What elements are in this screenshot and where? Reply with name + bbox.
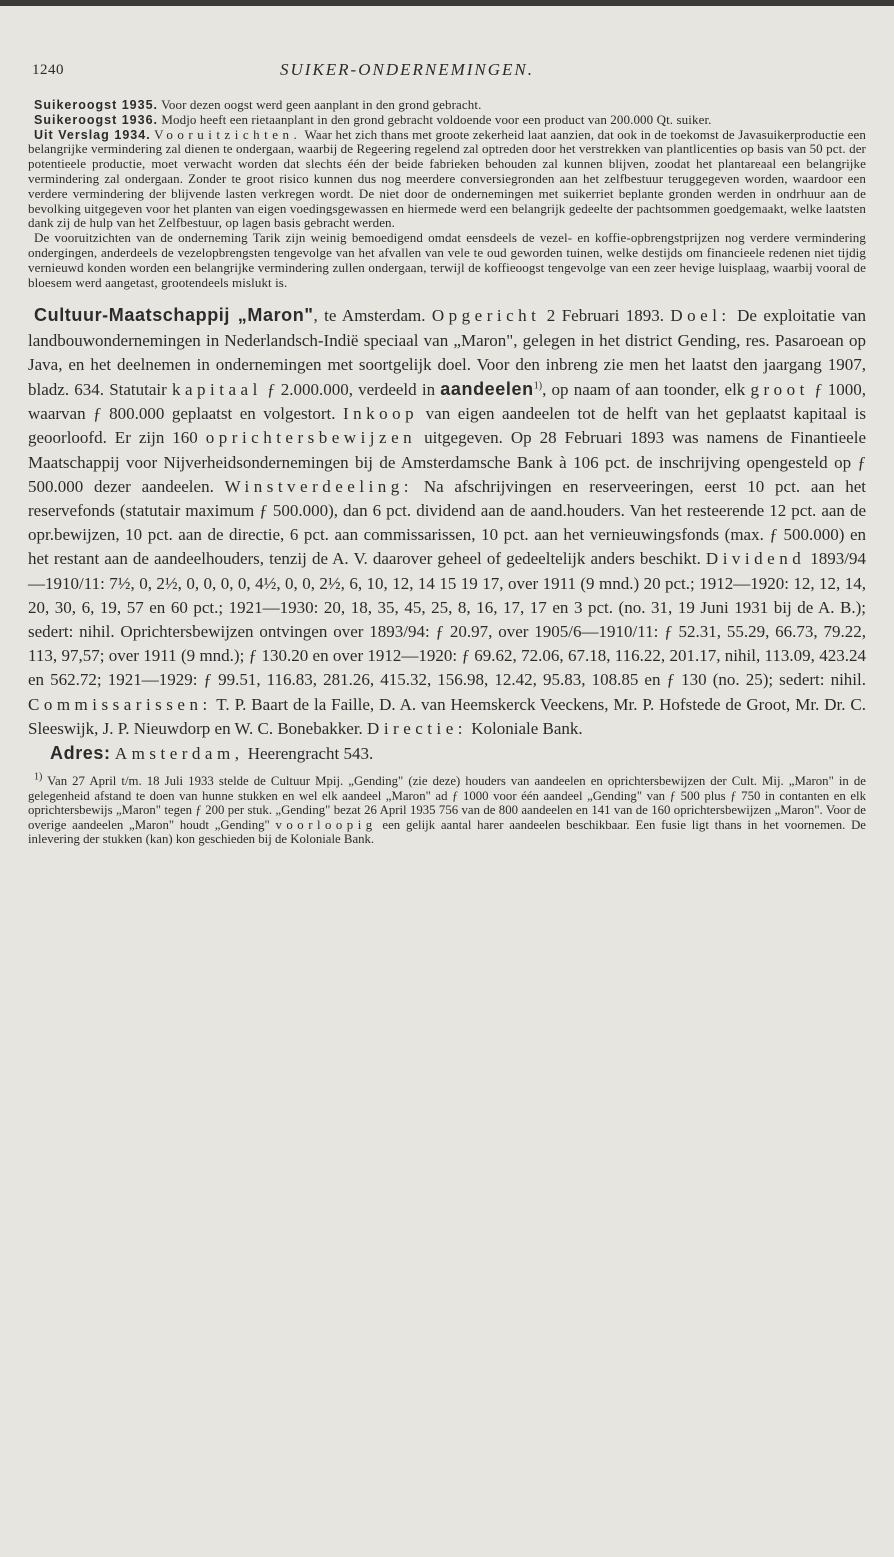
company-location: , te Amsterdam.: [313, 306, 426, 326]
footnote-mark: 1): [34, 771, 43, 783]
paragraph-text: Voor dezen oogst werd geen aanplant in den grond gebracht.: [158, 97, 482, 112]
section-tag: Suikeroogst 1936.: [34, 112, 158, 127]
keyword-dividend: Dividend: [705, 549, 806, 569]
text-doel: De exploitatie van landbouwondernemingen in Nederlandsch-Indië speciaal van „Maron", gelegen in het district Gending, res. Pasaroean op Java, en het deelnemen in ondernemingen met soortgelijk doel. Voor den inbreng zie men het laatst den jaargang 1907, bladz. 634. Statutair: [28, 306, 867, 399]
keyword-commissarissen: Commissarissen:: [28, 694, 212, 714]
text-winstverdeeling: Na afschrijvingen en reserveeringen, eerst 10 pct. aan het reservefonds (statutair maximum ƒ 500.000), dan 6 pct. dividend aan de aand.houders. Van het resteerende 12 pct. aan de opr.bewijzen, 10 pct. aan de directie, 6 pct. aan commissarissen, 10 pct. aan het vernieuwingsfonds (max. ƒ 500.000) en het restant aan de aandeelhouders, tenzij de A. V. daarover geheel of gedeeltelijk anders beschikt.: [28, 476, 867, 569]
footnote-reference: 1): [533, 380, 543, 392]
main-entry: [28, 303, 866, 766]
text-dividend: 1893/94—1910/11: 7½, 0, 2½, 0, 0, 0, 0, 4½, 0, 0, 2½, 6, 10, 12, 14 15 19 17, over 1911 (9 mnd.) 20 pct.; 1912—1920: 12, 12, 14, 20, 30, 6, 19, 57 en 60 pct.; 1921—1930: 20, 18, 35, 45, 25, 8, 16, 17, 17 en 3 pct. (no. 31, 19 Juni 1931 bij de A. B.); sedert: nihil. Oprichtersbewijzen ontvingen over 1893/94: ƒ 20.97, over 1905/6—1910/11: ƒ 52.31, 55.29, 66.73, 79.22, 113, 97,57; over 1911 (9 mnd.); ƒ 130.20 en over 1912—1920: ƒ 69.62, 72.06, 67.18, 116.22, 201.17, nihil, 113.09, 423.24 en 562.72; 1921—1929: ƒ 99.51, 116.83, 281.26, 415.32, 156.98, 12.42, 95.83, 108.85 en ƒ 130 (no. 25); sedert: nihil.: [28, 549, 867, 690]
keyword-inkoop: Inkoop: [343, 404, 419, 424]
keyword-aandeelen: aandeelen: [440, 378, 534, 399]
paragraph-suikeroogst-1936: [28, 113, 866, 128]
section-tag: Uit Verslag 1934.: [34, 127, 151, 142]
keyword-doel: Doel:: [670, 306, 731, 326]
paragraph-text: Modjo heeft een rietaanplant in den grond gebracht voldoende voor een product van 200.000 Qt. suiker.: [158, 111, 712, 127]
keyword-winstverdeeling: Winstverdeeling:: [224, 476, 414, 496]
text-oprichters: uitgegeven. Op 28 Februari 1893 was namens de Finantieele Maatschappij voor Nijverheidsondernemingen bij de Amsterdamsche Bank à 106 pct. de inschrijving opengesteld op ƒ 500.000 dezer aandeelen.: [28, 428, 866, 496]
keyword-opgericht: Opgericht: [431, 306, 541, 326]
address-line: [28, 741, 866, 766]
running-title: SUIKER-ONDERNEMINGEN.: [280, 60, 535, 79]
paragraph-tarik: De vooruitzichten van de onderneming Tarik zijn weinig bemoedigend omdat eensdeels de vezel- en koffie-opbrengstprijzen nog verdere vermindering ondergingen, anderdeels de vezelopbrengsten tengevolge van het afvallen van vele te oud geworden tuinen, welke destijds om financieele redenen niet tijdig vernieuwd konden worden een belangrijke vermindering zullen ondergaan, terwijl de koffieoogst tengevolge van een zeer hevige luisplaag, waarbij vooral de bloesem werd aangetast, grootendeels mislukt is.: [28, 230, 866, 290]
footnote-text: Van 27 April t/m. 18 Juli 1933 stelde de Cultuur Mpij. „Gending" (zie deze) houders van aandeelen en oprichtersbewijzen der Cult. Mij. „Maron" in de gelegenheid afstand te doen van hunne stukken en wel elk aandeel „Maron" ad ƒ 1000 voor één aandeel „Gending" van ƒ 500 plus ƒ 750 in contanten en elk oprichtersbewijs „Maron" tegen ƒ 200 per stuk. „Gending" bezat 26 April 1935 756 van de 800 aandeelen en 141 van de 160 oprichtersbewijzen „Maron". Voor de overige aandeelen „Maron" houdt „Gending": [28, 774, 866, 832]
address-label: Adres:: [50, 743, 111, 764]
keyword-groot: groot: [750, 379, 809, 399]
address-street: Heerengracht 543.: [243, 744, 374, 764]
text-opgericht: 2 Februari 1893.: [540, 306, 664, 326]
keyword-voorloopig: voorloopig: [275, 817, 377, 832]
text-inkoop: van eigen aandeelen tot de helft van het geplaatst kapitaal is geoorloofd. Er zijn 160: [28, 404, 866, 448]
page-number: 1240: [32, 62, 64, 78]
text-aandeelen: , op naam of aan toonder, elk: [542, 379, 746, 399]
scan-top-edge: [0, 0, 894, 6]
keyword-directie: Directie:: [367, 718, 468, 738]
company-name: Cultuur-Maatschappij „Maron": [34, 305, 314, 326]
paragraph-text: Waar het zich thans met groote zekerheid laat aanzien, dat ook in de toekomst de Javasuikerproductie een belangrijke vermindering zal dienen te ondergaan, waarbij de Regeering regelend zal optreden door het verstrekken van plantlicenties op basis van 50 pct. der potentieele productie, moet verwacht worden dat slechts één der beide fabrieken behouden zal kunnen blijven, zoodat het plantareaal een belangrijke vermindering zal ondergaan. Zonder te groot risico kunnen dus nog meerdere conversiegronden aan het zelfbestuur teruggegeven worden, waardoor een verdere vermindering der blijvende lasten verkregen wordt. De niet door de ondernemingen met suikerriet beplante gronden werden in ondrhuur aan de bevolking uitgegeven voor het planten van eigen voedingsgewassen en hiermede werd een belangrijk gedeelte der pachtsommen goedgemaakt, welke laatsten dank zij de hulp van het Zelfbestuur, op lagen basis gebracht werden.: [28, 126, 866, 231]
footnote: [28, 771, 866, 847]
address-city: Amsterdam,: [114, 744, 244, 764]
keyword-kapitaal: kapitaal: [172, 379, 262, 399]
paragraph-suikeroogst-1935: [28, 98, 866, 113]
section-tag: Suikeroogst 1935.: [34, 98, 158, 112]
page: [28, 58, 866, 847]
footnote-paragraph: [28, 771, 866, 847]
page-header: [28, 58, 866, 98]
text-commissarissen: T. P. Baart de la Faille, D. A. van Heemskerck Veeckens, Mr. P. Hofstede de Groot, Mr. Dr. C. Sleeswijk, J. P. Nieuwdorp en W. C. Bonebakker.: [28, 694, 866, 738]
spaced-keyword: Vooruitzichten.: [154, 126, 302, 142]
text-kapitaal: ƒ 2.000.000, verdeeld in: [261, 379, 441, 399]
entry-paragraph: [28, 303, 866, 741]
footnote-text-end: een gelijk aantal harer aandeelen beschikbaar. Een fusie ligt thans in het voornemen. De inlevering der stukken (kan) kon geschieden bij de Koloniale Bank.: [28, 817, 866, 847]
previous-entry-section: [28, 98, 866, 290]
text-groot: ƒ 1000, waarvan ƒ 800.000 geplaatst en volgestort.: [28, 379, 867, 424]
paragraph-verslag-1934: [28, 128, 866, 232]
text-directie: Koloniale Bank.: [467, 718, 583, 738]
keyword-oprichtersbewijzen: oprichtersbewijzen: [205, 428, 417, 448]
